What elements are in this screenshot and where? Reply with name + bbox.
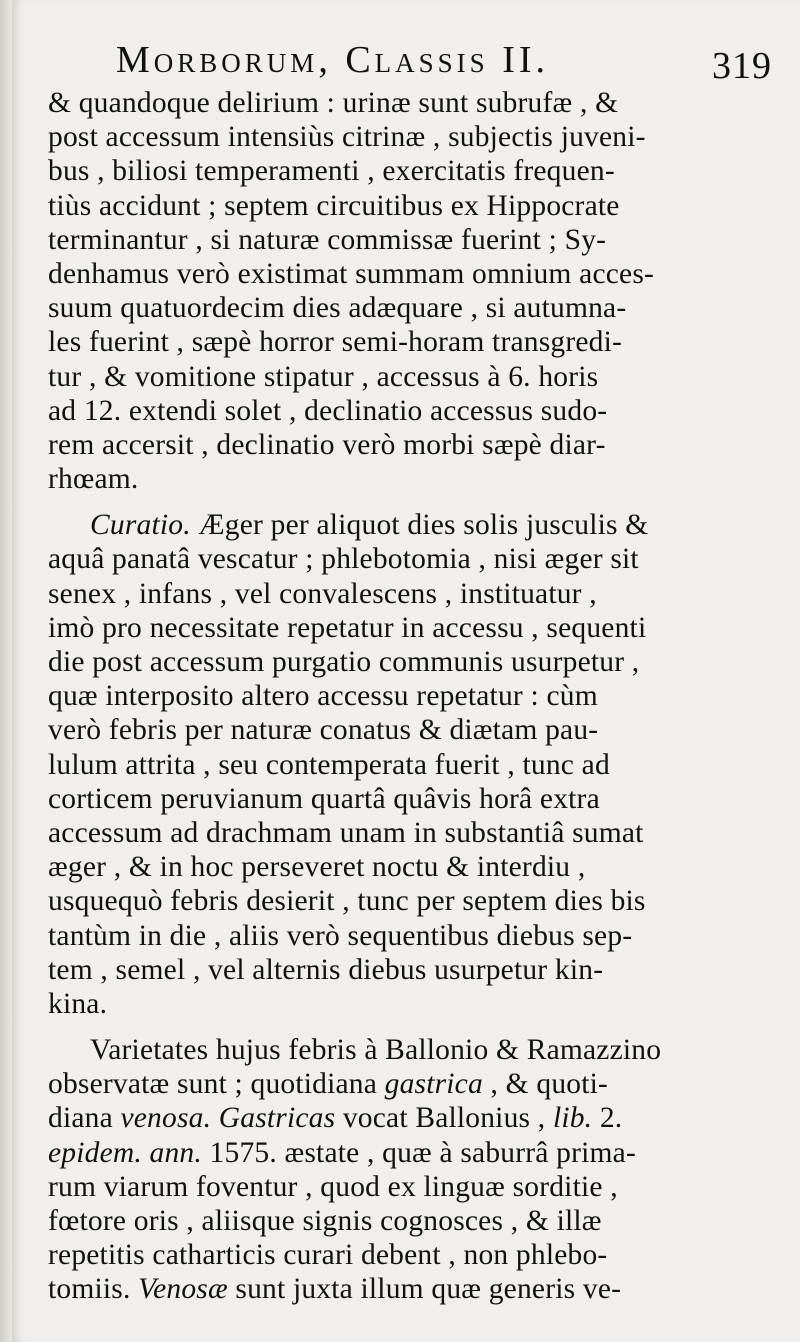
text-line [48,1136,788,1170]
text-line: suum quatuordecim dies adæquare , si autumna- [48,292,627,325]
text-line: tiùs accidunt ; septem circuitibus ex Hippocrate [48,189,620,222]
text-line: æger , & in hoc perseveret noctu & interdiu , [48,851,586,884]
text-line: lulum attrita , seu contemperata fuerit , tunc ad [48,748,610,781]
text-line: Varietates hujus febris à Ballonio & Ramazzino [90,1034,662,1067]
text-run: , & quoti- [482,1068,609,1101]
text-line [48,508,788,542]
text-run: tomiis. [48,1273,139,1306]
text-line: les fuerint , sæpè horror semi-horam transgredi- [48,326,623,359]
text-line: & quandoque delirium : urinæ sunt subrufæ , & [48,87,619,119]
text-run: diana [48,1102,121,1135]
italic-term: epidem. ann. [48,1136,202,1169]
paragraph-gap [48,496,788,508]
text-line: verò febris per naturæ conatus & diætam pau- [48,714,599,747]
italic-term: venosa. Gastricas [120,1102,336,1135]
text-line: terminantur , si naturæ commissæ fuerint ; Sy- [48,223,607,256]
text-line: imò pro necessitate repetatur in accessu , sequenti [48,611,647,644]
text-line: kina. [48,987,108,1020]
body-text [48,86,788,1307]
text-line [48,1272,788,1306]
text-line: usquequò febris desierit , tunc per septem dies bis [48,885,646,918]
italic-term: Venosæ [138,1273,228,1306]
text-run: sunt juxta illum quæ generis ve- [227,1273,622,1306]
text-run: observatæ sunt ; quotidiana [48,1068,385,1101]
text-run: Æger per aliquot dies solis jusculis & [190,509,649,542]
text-line: rem accersit , declinatio verò morbi sæpè diar- [48,428,606,461]
text-line: accessum ad drachmam unam in substantiâ sumat [48,816,644,849]
paragraph-1 [48,86,788,496]
text-line [48,1101,788,1135]
text-line: corticem peruvianum quartâ quâvis horâ extra [48,782,600,815]
paragraph-gap [48,1021,788,1033]
section-label-curatio: Curatio. [90,509,191,542]
text-run: 1575. æstate , quæ à saburrâ prima- [201,1136,636,1169]
text-line: repetitis catharticis curari debent , non phlebo- [48,1239,608,1272]
paragraph-2 [48,508,788,1021]
paragraph-3 [48,1033,788,1307]
text-line: rum viarum foventur , quod ex linguæ sorditie , [48,1170,618,1203]
text-line: fœtore oris , aliisque signis cognosces , & illæ [48,1205,602,1237]
text-line: bus , biliosi temperamenti , exercitatis frequen- [48,155,615,188]
text-line: tur , & vomitione stipatur , accessus à 6. horis [48,360,599,393]
text-line: quæ interposito altero accessu repetatur : cùm [48,680,598,713]
text-line: post accessum intensiùs citrinæ , subjectis juveni- [48,121,646,154]
text-run: vocat Ballonius , [335,1102,553,1135]
text-line: tantùm in die , aliis verò sequentibus diebus sep- [48,919,633,952]
text-line: aquâ panatâ vescatur ; phlebotomia , nisi æger sit [48,543,639,576]
running-title: Morborum, Classis II. [116,39,550,81]
text-line: tem , semel , vel alternis diebus usurpetur kin- [48,953,604,986]
text-line [48,1067,788,1101]
page-number: 319 [712,45,772,87]
text-line: senex , infans , vel convalescens , instituatur , [48,577,597,610]
text-line: ad 12. extendi solet , declinatio accessus sudo- [48,394,608,427]
text-run: 2. [592,1102,623,1135]
text-line: die post accessum purgatio communis usurpetur , [48,646,640,678]
italic-term: gastrica [384,1068,483,1101]
text-line: denhamus verò existimat summam omnium acces- [48,257,655,290]
italic-term: lib. [552,1102,593,1135]
text-line: rhœam. [48,463,139,496]
